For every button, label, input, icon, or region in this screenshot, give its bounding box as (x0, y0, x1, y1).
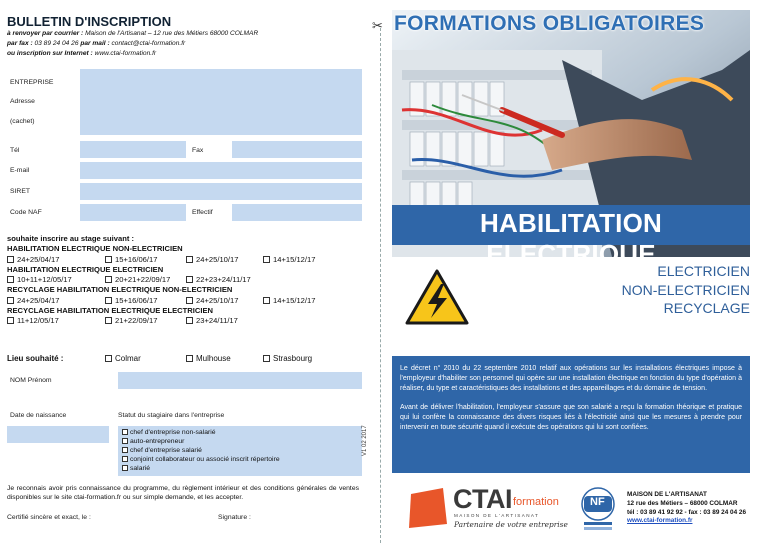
stage-choices (7, 234, 316, 327)
stage-heading: souhaite inscrire au stage suivant : (7, 234, 135, 243)
ctai-logo (407, 484, 568, 532)
nf-label: NF (590, 496, 605, 508)
email-label: E-mail (10, 167, 30, 174)
tel-field[interactable] (80, 141, 186, 158)
lieu-label: Lieu souhaité : (7, 354, 64, 363)
maison-contact (627, 491, 746, 526)
statut-label: Statut du stagiaire dans l'entreprise (118, 412, 225, 419)
code-naf-field[interactable] (80, 204, 186, 221)
checkbox[interactable] (7, 276, 14, 283)
date-option[interactable]: 20+21+22/09/17 (105, 275, 170, 285)
section-title: HABILITATION ELECTRIQUE ELECTRICIEN (7, 264, 164, 274)
checkbox[interactable] (105, 355, 112, 362)
date-option[interactable]: 14+15/12/17 (263, 255, 315, 265)
ctai-wordmark: CTAI (453, 484, 512, 514)
siret-label: SIRET (10, 188, 31, 195)
checkbox[interactable] (122, 429, 128, 435)
checkbox[interactable] (263, 355, 270, 362)
date-option[interactable]: 21+22/09/17 (105, 316, 157, 326)
effectif-label: Effectif (192, 209, 213, 216)
date-option[interactable]: 24+25/04/17 (7, 255, 59, 265)
statut-option[interactable]: salarié (122, 464, 358, 473)
date-option[interactable]: 24+25/10/17 (186, 296, 238, 306)
lieu-option-strasbourg[interactable]: Strasbourg (263, 354, 312, 363)
logo-tagline: Partenaire de votre entreprise (454, 520, 568, 529)
checkbox[interactable] (122, 456, 128, 462)
date-row (7, 254, 316, 265)
checkbox[interactable] (263, 297, 270, 304)
lieu-option-colmar[interactable]: Colmar (105, 354, 141, 363)
code-naf-label: Code NAF (10, 209, 42, 216)
date-option[interactable]: 14+15/12/17 (263, 296, 315, 306)
mail-address-line: à renvoyer par courrier : Maison de l'Artisanat – 12 rue des Métiers 68000 COLMAR (7, 30, 259, 37)
version-code: V1 02 2017 (362, 425, 368, 456)
checkbox[interactable] (186, 256, 193, 263)
checkbox[interactable] (122, 447, 128, 453)
checkbox[interactable] (7, 297, 14, 304)
entreprise-label: ENTREPRISE (10, 79, 54, 86)
registration-form (0, 0, 378, 543)
statut-option[interactable]: conjoint collaborateur ou associé inscrit répertoire (122, 455, 358, 464)
category-non-electricien: NON-ELECTRICIEN (621, 282, 750, 298)
category-recyclage: RECYCLAGE (663, 300, 750, 316)
cachet-label: (cachet) (10, 118, 35, 125)
checkbox[interactable] (263, 256, 270, 263)
checkbox[interactable] (186, 276, 193, 283)
habilitation-title: HABILITATION ELECTRIQUE (480, 208, 662, 269)
formation-wordmark: formation (513, 496, 559, 508)
nf-certification-logo (578, 486, 618, 534)
checkbox[interactable] (105, 276, 112, 283)
statut-option[interactable]: chef d'entreprise non-salarié (122, 428, 358, 437)
high-voltage-warning-icon (404, 268, 470, 326)
date-option[interactable]: 15+16/06/17 (105, 255, 157, 265)
terms-text: Je reconnais avoir pris connaissance du programme, du règlement intérieur et des conditions générales de ventes disponibles sur le site ctai-formation.fr ou sur simple demande, et les accepter. (7, 485, 359, 501)
nom-prenom-field[interactable] (118, 372, 362, 389)
cut-line (380, 28, 381, 543)
section-title: HABILITATION ELECTRIQUE NON-ELECTRICIEN (7, 244, 183, 254)
checkbox[interactable] (7, 256, 14, 263)
checkbox[interactable] (122, 438, 128, 444)
date-option[interactable]: 23+24/11/17 (186, 316, 238, 326)
checkbox[interactable] (105, 317, 112, 324)
date-row (7, 295, 316, 306)
section-title: RECYCLAGE HABILITATION ELECTRIQUE NON-ELECTRICIEN (7, 285, 233, 295)
fax-mail-line: par fax : 03 89 24 04 26 par mail : contact@ctai-formation.fr (7, 40, 186, 47)
adresse-label: Adresse (10, 98, 35, 105)
form-title: BULLETIN D'INSCRIPTION (7, 14, 172, 29)
info-box (392, 356, 750, 473)
email-field[interactable] (80, 162, 362, 179)
checkbox[interactable] (105, 297, 112, 304)
date-row (7, 275, 251, 285)
logo-subline: MAISON DE L'ARTISANAT (454, 513, 540, 518)
certifie-label: Certifié sincère et exact, le : (7, 514, 91, 521)
date-option[interactable]: 22+23+24/11/17 (186, 275, 251, 285)
checkbox[interactable] (122, 465, 128, 471)
checkbox[interactable] (7, 317, 14, 324)
statut-options (118, 426, 362, 476)
date-row (7, 316, 238, 326)
fax-field[interactable] (232, 141, 362, 158)
date-naissance-field[interactable] (7, 426, 109, 443)
lieu-option-mulhouse[interactable]: Mulhouse (186, 354, 231, 363)
date-naissance-label: Date de naissance (10, 412, 67, 419)
date-option[interactable]: 24+25/04/17 (7, 296, 59, 306)
scissors-icon: ✂ (372, 18, 383, 33)
effectif-field[interactable] (232, 204, 362, 221)
maison-website-link[interactable]: www.ctai-formation.fr (627, 517, 693, 525)
checkbox[interactable] (186, 297, 193, 304)
web-line: ou inscription sur Internet : www.ctai-formation.fr (7, 50, 157, 57)
date-option[interactable]: 24+25/10/17 (186, 255, 238, 265)
statut-option[interactable]: chef d'entreprise salarié (122, 446, 358, 455)
nom-prenom-label: NOM Prénom (10, 377, 52, 384)
date-option[interactable]: 15+16/06/17 (105, 296, 157, 306)
info-paragraph-1: Le décret n° 2010 du 22 septembre 2010 relatif aux opérations sur les installations électriques impose à l'employeur d'habiliter son personnel qui opère sur une installation électrique en fonction du type d'opération à réaliser, du type et caractéristiques des installations et des appareillages et du domaine de tension. (400, 365, 742, 392)
section-title: RECYCLAGE HABILITATION ELECTRIQUE ELECTRICIEN (7, 306, 214, 316)
signature-label: Signature : (218, 514, 251, 521)
checkbox[interactable] (186, 355, 193, 362)
date-option[interactable]: 11+12/05/17 (7, 316, 59, 326)
siret-field[interactable] (80, 183, 362, 200)
formations-obligatoires-title: FORMATIONS OBLIGATOIRES (394, 12, 705, 35)
category-electricien: ELECTRICIEN (657, 263, 750, 279)
statut-option[interactable]: auto-entrepreneur (122, 437, 358, 446)
fax-label: Fax (192, 147, 204, 154)
lieu-row (7, 354, 367, 366)
entreprise-address-field[interactable] (80, 69, 362, 135)
checkbox[interactable] (105, 256, 112, 263)
checkbox[interactable] (186, 317, 193, 324)
tel-label: Tél (10, 147, 20, 154)
maison-address: 12 rue des Métiers – 68000 COLMAR (627, 499, 738, 507)
date-option[interactable]: 10+11+12/05/17 (7, 275, 72, 285)
maison-phone: tél : 03 89 41 92 92 - fax : 03 89 24 04 26 (627, 508, 747, 516)
info-paragraph-2: Avant de délivrer l'habilitation, l'employeur s'assure que son salarié a reçu la formation théorique et pratique qui lui confère la connaissance des divers risques liés à l'électricité ainsi que les mesures à prendre pour intervenir en toute sécurité quand il exécute des opérations qui lui sont confiées. (400, 404, 742, 431)
maison-title: MAISON DE L'ARTISANAT (627, 491, 707, 498)
